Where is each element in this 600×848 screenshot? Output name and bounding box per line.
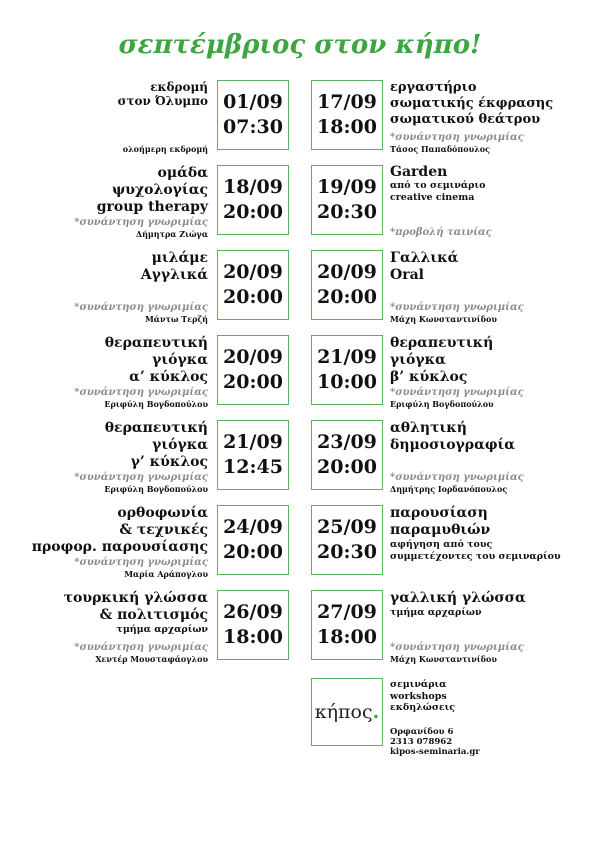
schedule-row	[0, 505, 600, 579]
event-title-line: εργαστήριο	[390, 80, 477, 95]
date-box	[217, 505, 289, 575]
footer-tag: σεμινάρια	[390, 679, 447, 690]
event-title-line: γιόγκα	[390, 352, 446, 368]
event-note: *προβολή ταινίας	[390, 227, 492, 238]
event-note: *συνάντηση γνωριμίας	[390, 302, 524, 313]
event-date: 26/09	[223, 601, 283, 623]
event-byline: Μάχη Κωνσταντινίδου	[390, 654, 497, 664]
event-heading	[390, 420, 515, 454]
event-title-line: θεραπευτική	[104, 420, 208, 436]
right-event	[390, 590, 595, 664]
event-heading	[390, 250, 458, 284]
event-footer	[74, 301, 208, 324]
event-heading	[97, 165, 208, 216]
event-byline: Μάχη Κωνσταντινίδου	[390, 314, 497, 324]
event-footer	[74, 641, 208, 664]
event-note: *συνάντηση γνωριμίας	[390, 387, 524, 398]
event-byline: Εριφύλη Βογδοπούλου	[104, 484, 208, 494]
event-note: *συνάντηση γνωριμίας	[74, 387, 208, 398]
event-date: 19/09	[317, 176, 377, 198]
logo-dot: .	[372, 701, 380, 723]
event-title-line: στον Όλυμπο	[117, 94, 208, 108]
event-heading	[390, 335, 493, 386]
event-heading	[141, 250, 208, 284]
event-heading	[105, 335, 208, 386]
event-time: 07:30	[223, 116, 283, 138]
date-box	[311, 335, 383, 405]
event-heading	[390, 80, 553, 128]
event-date: 20/09	[223, 261, 283, 283]
date-box	[217, 250, 289, 320]
event-subtitle-line: από το σεμινάριο	[390, 180, 486, 191]
event-title-line: σωματικής έκφρασης	[390, 96, 554, 111]
event-title-line: αθλητική	[390, 420, 467, 436]
event-footer	[74, 386, 208, 409]
event-title-line: θεραπευτική	[390, 335, 494, 351]
schedule-row	[0, 80, 600, 154]
event-subtitle-line: τμήμα αρχαρίων	[390, 607, 482, 618]
right-event	[390, 505, 595, 579]
event-title-line: τουρκική γλώσσα	[63, 590, 208, 606]
event-date: 27/09	[317, 601, 377, 623]
event-time: 20:00	[317, 456, 377, 478]
event-title-line: παρουσίαση	[390, 505, 488, 521]
event-note: *συνάντηση γνωριμίας	[74, 642, 208, 653]
event-title-line: δημοσιογραφία	[390, 437, 516, 453]
event-title-line: ομάδα	[157, 165, 208, 181]
event-title-line: Γαλλικά	[390, 250, 459, 266]
date-box	[311, 250, 383, 320]
event-title-line: Oral	[390, 267, 424, 283]
event-time: 20:00	[317, 286, 377, 308]
event-date: 01/09	[223, 91, 283, 113]
kipos-logo	[315, 700, 379, 724]
event-time: 20:00	[223, 371, 283, 393]
event-byline: Μάντω Τερζή	[144, 314, 208, 324]
event-footer	[390, 226, 492, 239]
event-time: 20:00	[223, 201, 283, 223]
left-event	[8, 80, 208, 154]
event-title-line: ψυχολογίας	[112, 182, 208, 198]
event-title-line: ορθοφωνία	[117, 505, 208, 521]
event-date: 20/09	[223, 346, 283, 368]
event-footer	[390, 641, 524, 664]
event-time: 10:00	[317, 371, 377, 393]
event-title-line: θεραπευτική	[104, 335, 208, 351]
phone: 2313 078962	[390, 737, 453, 747]
event-heading	[390, 165, 485, 204]
event-title-line: γιόγκα	[152, 437, 208, 453]
event-title-line: Αγγλικά	[140, 267, 208, 283]
event-title-line: εκδρομή	[150, 80, 208, 94]
left-event	[8, 335, 208, 409]
schedule-row	[0, 250, 600, 324]
event-footer	[390, 301, 524, 324]
event-title-line: γαλλική γλώσσα	[390, 590, 526, 606]
event-byline: Μαρία Αράπογλου	[124, 569, 208, 579]
event-footer	[390, 131, 524, 154]
footer	[0, 678, 600, 758]
date-box	[217, 420, 289, 490]
date-box	[311, 505, 383, 575]
event-note: *συνάντηση γνωριμίας	[390, 132, 524, 143]
address: Ορφανίδου 6	[390, 727, 454, 737]
event-note: *συνάντηση γνωριμίας	[390, 642, 524, 653]
right-event	[390, 335, 595, 409]
right-event	[390, 420, 595, 494]
left-event	[8, 505, 208, 579]
schedule-row	[0, 420, 600, 494]
event-date: 18/09	[223, 176, 283, 198]
event-date: 21/09	[317, 346, 377, 368]
footer-tags	[390, 679, 455, 714]
event-note: *συνάντηση γνωριμίας	[74, 217, 208, 228]
event-note: *συνάντηση γνωριμίας	[74, 557, 208, 568]
event-title-line: σωματικού θεάτρου	[390, 112, 541, 127]
footer-tag: εκδηλώσεις	[390, 702, 456, 713]
event-footer	[390, 471, 524, 494]
event-title-line: β’ κύκλος	[390, 369, 468, 385]
event-title-line: μιλάμε	[151, 250, 208, 266]
date-box	[311, 165, 383, 235]
left-event	[8, 590, 208, 664]
website: kipos-seminaria.gr	[390, 747, 480, 757]
event-date: 25/09	[317, 516, 377, 538]
left-event	[8, 250, 208, 324]
event-time: 18:00	[317, 626, 377, 648]
event-title-line: γ’ κύκλος	[130, 454, 208, 470]
date-box	[217, 165, 289, 235]
event-note: *συνάντηση γνωριμίας	[74, 472, 208, 483]
event-title-line: παραμυθιών	[390, 522, 491, 538]
event-time: 20:30	[317, 201, 377, 223]
event-date: 21/09	[223, 431, 283, 453]
right-event	[390, 165, 595, 239]
date-box	[217, 80, 289, 150]
event-time: 18:00	[223, 626, 283, 648]
event-title-line: α’ κύκλος	[129, 369, 208, 385]
event-byline: ολοήμερη εκδρομή	[122, 144, 208, 154]
date-box	[217, 335, 289, 405]
event-subtitle-line: τμήμα αρχαρίων	[116, 624, 208, 635]
event-heading	[105, 420, 208, 471]
date-box	[311, 590, 383, 660]
event-byline: Δήμητρα Ζιώγα	[135, 229, 208, 239]
schedule-row	[0, 335, 600, 409]
event-title-line: & τεχνικές	[119, 522, 208, 538]
event-heading	[390, 590, 526, 619]
event-date: 17/09	[317, 91, 377, 113]
event-byline: Εριφύλη Βογδοπούλου	[390, 399, 494, 409]
date-box	[311, 80, 383, 150]
event-title-line: group therapy	[96, 199, 208, 215]
event-time: 12:45	[223, 456, 283, 478]
footer-tag: workshops	[390, 690, 447, 702]
event-title-line: & πολιτισμός	[99, 607, 208, 623]
event-heading	[118, 80, 208, 108]
event-footer	[390, 386, 524, 409]
logo-box	[311, 678, 383, 746]
event-heading	[32, 505, 208, 556]
event-byline: Εριφύλη Βογδοπούλου	[104, 399, 208, 409]
event-heading	[64, 590, 208, 636]
event-subtitle-line: αφήγηση από τους	[390, 539, 493, 550]
event-footer	[74, 471, 208, 494]
event-byline: Τάσος Παπαδόπουλος	[390, 144, 490, 154]
footer-contact	[390, 727, 480, 757]
event-subtitle-line: συμμετέχοντες του σεμιναρίου	[390, 551, 561, 562]
schedule-row	[0, 590, 600, 664]
left-event	[8, 420, 208, 494]
event-subtitle-line: creative cinema	[390, 192, 475, 203]
left-event	[8, 165, 208, 239]
page-title: σεπτέμβριος στον κήπο!	[118, 30, 482, 60]
schedule-row	[0, 165, 600, 239]
event-time: 20:00	[223, 541, 283, 563]
event-time: 20:00	[223, 286, 283, 308]
event-title-line: Garden	[390, 164, 448, 180]
date-box	[217, 590, 289, 660]
event-title-line: γιόγκα	[152, 352, 208, 368]
right-event	[390, 250, 595, 324]
event-byline: Χεντέρ Μουσταφάογλου	[95, 654, 208, 664]
event-footer	[123, 144, 208, 154]
event-date: 23/09	[317, 431, 377, 453]
right-event	[390, 80, 595, 154]
event-date: 24/09	[223, 516, 283, 538]
event-time: 18:00	[317, 116, 377, 138]
event-time: 20:30	[317, 541, 377, 563]
event-footer	[74, 216, 208, 239]
date-box	[311, 420, 383, 490]
event-byline: Δημήτρης Ιορδανόπουλος	[390, 484, 508, 494]
event-footer	[74, 556, 208, 579]
logo-text: κήπος	[314, 701, 373, 723]
event-note: *συνάντηση γνωριμίας	[74, 302, 208, 313]
event-title-line: προφορ. παρουσίασης	[31, 539, 208, 555]
event-heading	[390, 505, 561, 563]
event-date: 20/09	[317, 261, 377, 283]
event-note: *συνάντηση γνωριμίας	[390, 472, 524, 483]
